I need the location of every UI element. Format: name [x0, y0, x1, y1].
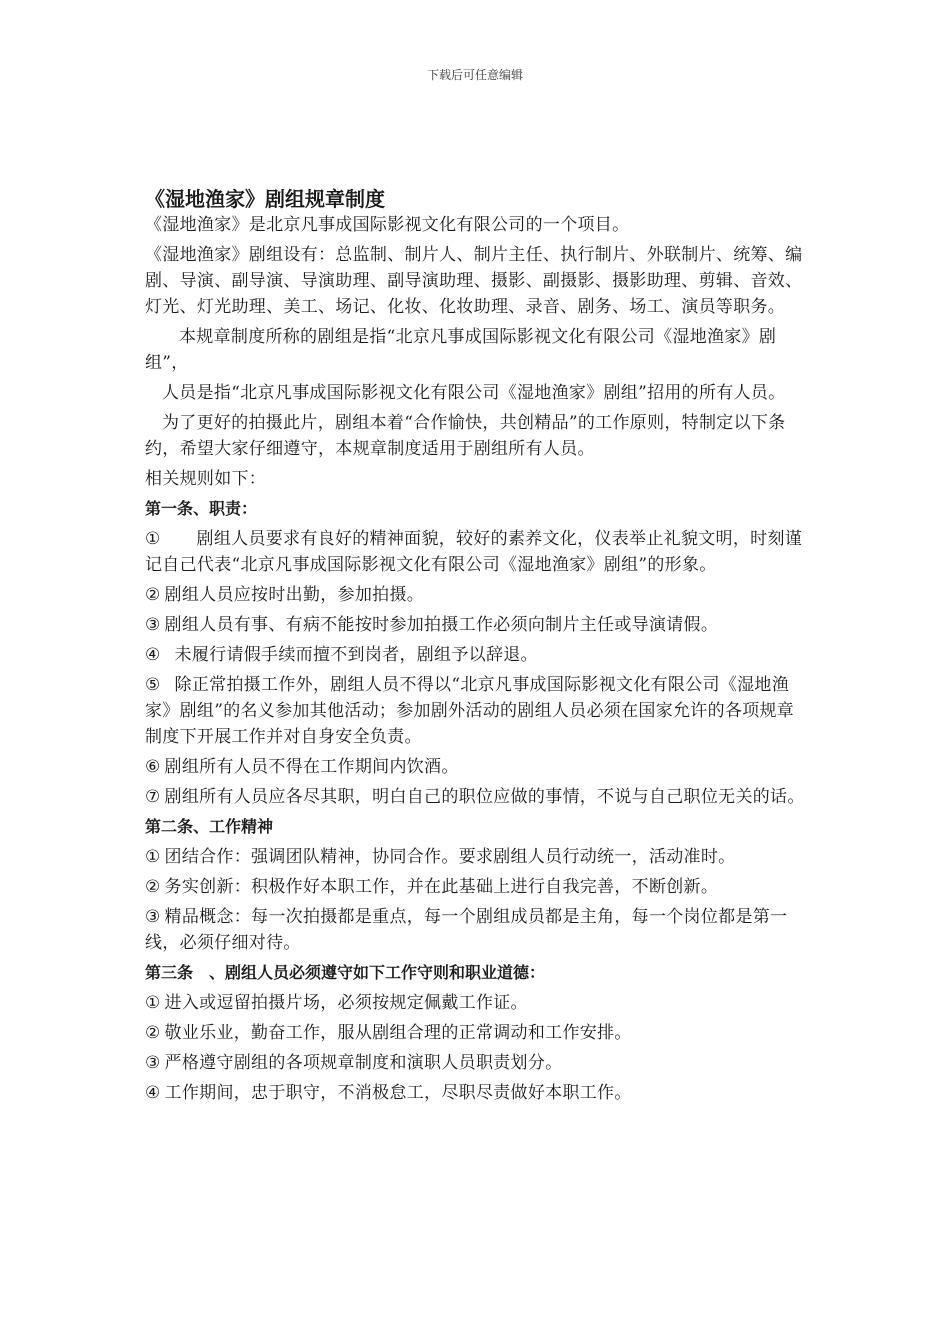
item-text: 敬业乐业，勤奋工作，服从剧组合理的正常调动和工作安排。: [164, 1023, 632, 1043]
list-item: [145, 582, 805, 608]
intro-paragraph: 人员是指“北京凡事成国际影视文化有限公司《湿地渔家》剧组”招用的所有人员。: [162, 383, 786, 403]
item-number: ③: [145, 615, 161, 635]
item-text: 团结合作：强调团队精神，协同合作。要求剧组人员行动统一，活动准时。: [164, 847, 736, 867]
item-number: ⑦: [145, 787, 161, 807]
list-item: [145, 526, 805, 578]
intro-paragraph: 《湿地渔家》剧组设有：总监制、制片人、制片主任、执行制片、外联制片、统筹、编剧、导演、副导演、导演助理、副导演助理、摄影、副摄影、摄影助理、剪辑、音效、灯光、灯光助理、美工、场记、化妆、化妆助理、录音、剧务、场工、演员等职务。: [145, 245, 803, 317]
item-number: ④: [145, 1083, 161, 1103]
item-text: 剧组人员有事、有病不能按时参加拍摄工作必须向制片主任或导演请假。: [164, 615, 719, 635]
item-text: 剧组人员应按时出勤，参加拍摄。: [164, 585, 425, 605]
list-item: [145, 844, 805, 870]
list-item: [145, 1020, 805, 1046]
item-text: 除正常拍摄工作外，剧组人员不得以“北京凡事成国际影视文化有限公司《湿地渔家》剧组”的名义参加其他活动；参加剧外活动的剧组人员必须在国家允许的各项规章制度下开展工作并对自身安全负责。: [145, 675, 795, 747]
article-heading: 第三条 、剧组人员必须遵守如下工作守则和职业道德：: [145, 963, 546, 982]
item-number: ②: [145, 1023, 161, 1043]
item-text: 剧组人员要求有良好的精神面貌，较好的素养文化，仪表举止礼貌文明，时刻谨记自己代表“北京凡事成国际影视文化有限公司《湿地渔家》剧组”的形象。: [145, 529, 803, 575]
list-item: [145, 642, 805, 668]
item-text: 务实创新：积极作好本职工作，并在此基础上进行自我完善，不断创新。: [164, 877, 719, 897]
item-text: 剧组所有人员不得在工作期间内饮酒。: [164, 757, 459, 777]
item-number: ②: [145, 877, 161, 897]
item-text: 精品概念：每一次拍摄都是重点，每一个剧组成员都是主角，每一个岗位都是第一线，必须仔细对待。: [145, 907, 788, 953]
document-title: 《湿地渔家》剧组规章制度: [145, 187, 385, 211]
item-text: 严格遵守剧组的各项规章制度和演职人员职责划分。: [164, 1053, 563, 1073]
header-note: 下载后可任意编辑: [426, 68, 523, 82]
item-number: ③: [145, 907, 161, 927]
item-text: 工作期间，忠于职守，不消极怠工，尽职尽责做好本职工作。: [164, 1083, 632, 1103]
list-item: [145, 612, 805, 638]
list-item: [145, 874, 805, 900]
intro-paragraph: 相关规则如下：: [145, 469, 267, 489]
item-number: ⑤: [145, 675, 161, 695]
item-text: 进入或逗留拍摄片场，必须按规定佩戴工作证。: [164, 993, 528, 1013]
item-number: ④: [145, 645, 161, 665]
list-item: [145, 1050, 805, 1076]
list-item: [145, 672, 805, 750]
item-text: 剧组所有人员应各尽其职，明白自己的职位应做的事情，不说与自己职位无关的话。: [164, 787, 805, 807]
intro-paragraph: 本规章制度所称的剧组是指“北京凡事成国际影视文化有限公司《湿地渔家》剧组”，: [145, 327, 777, 373]
document-body: [145, 186, 805, 1110]
list-item: [145, 990, 805, 1016]
article-heading: 第一条、职责：: [145, 499, 258, 518]
intro-paragraph: 为了更好的拍摄此片，剧组本着“合作愉快，共创精品”的工作原则，特制定以下条约，希望大家仔细遵守，本规章制度适用于剧组所有人员。: [145, 413, 786, 459]
article-heading: 第二条、工作精神: [145, 817, 274, 836]
item-number: ③: [145, 1053, 161, 1073]
item-number: ②: [145, 585, 161, 605]
item-number: ①: [145, 847, 161, 867]
item-text: 未履行请假手续而擅不到岗者，剧组予以辞退。: [174, 645, 538, 665]
intro-paragraph: 《湿地渔家》是北京凡事成国际影视文化有限公司的一个项目。: [145, 215, 630, 235]
item-number: ⑥: [145, 757, 161, 777]
item-number: ①: [145, 993, 161, 1013]
item-number: ①: [145, 529, 161, 549]
list-item: [145, 1080, 805, 1106]
list-item: [145, 754, 805, 780]
list-item: [145, 784, 805, 810]
list-item: [145, 904, 805, 956]
